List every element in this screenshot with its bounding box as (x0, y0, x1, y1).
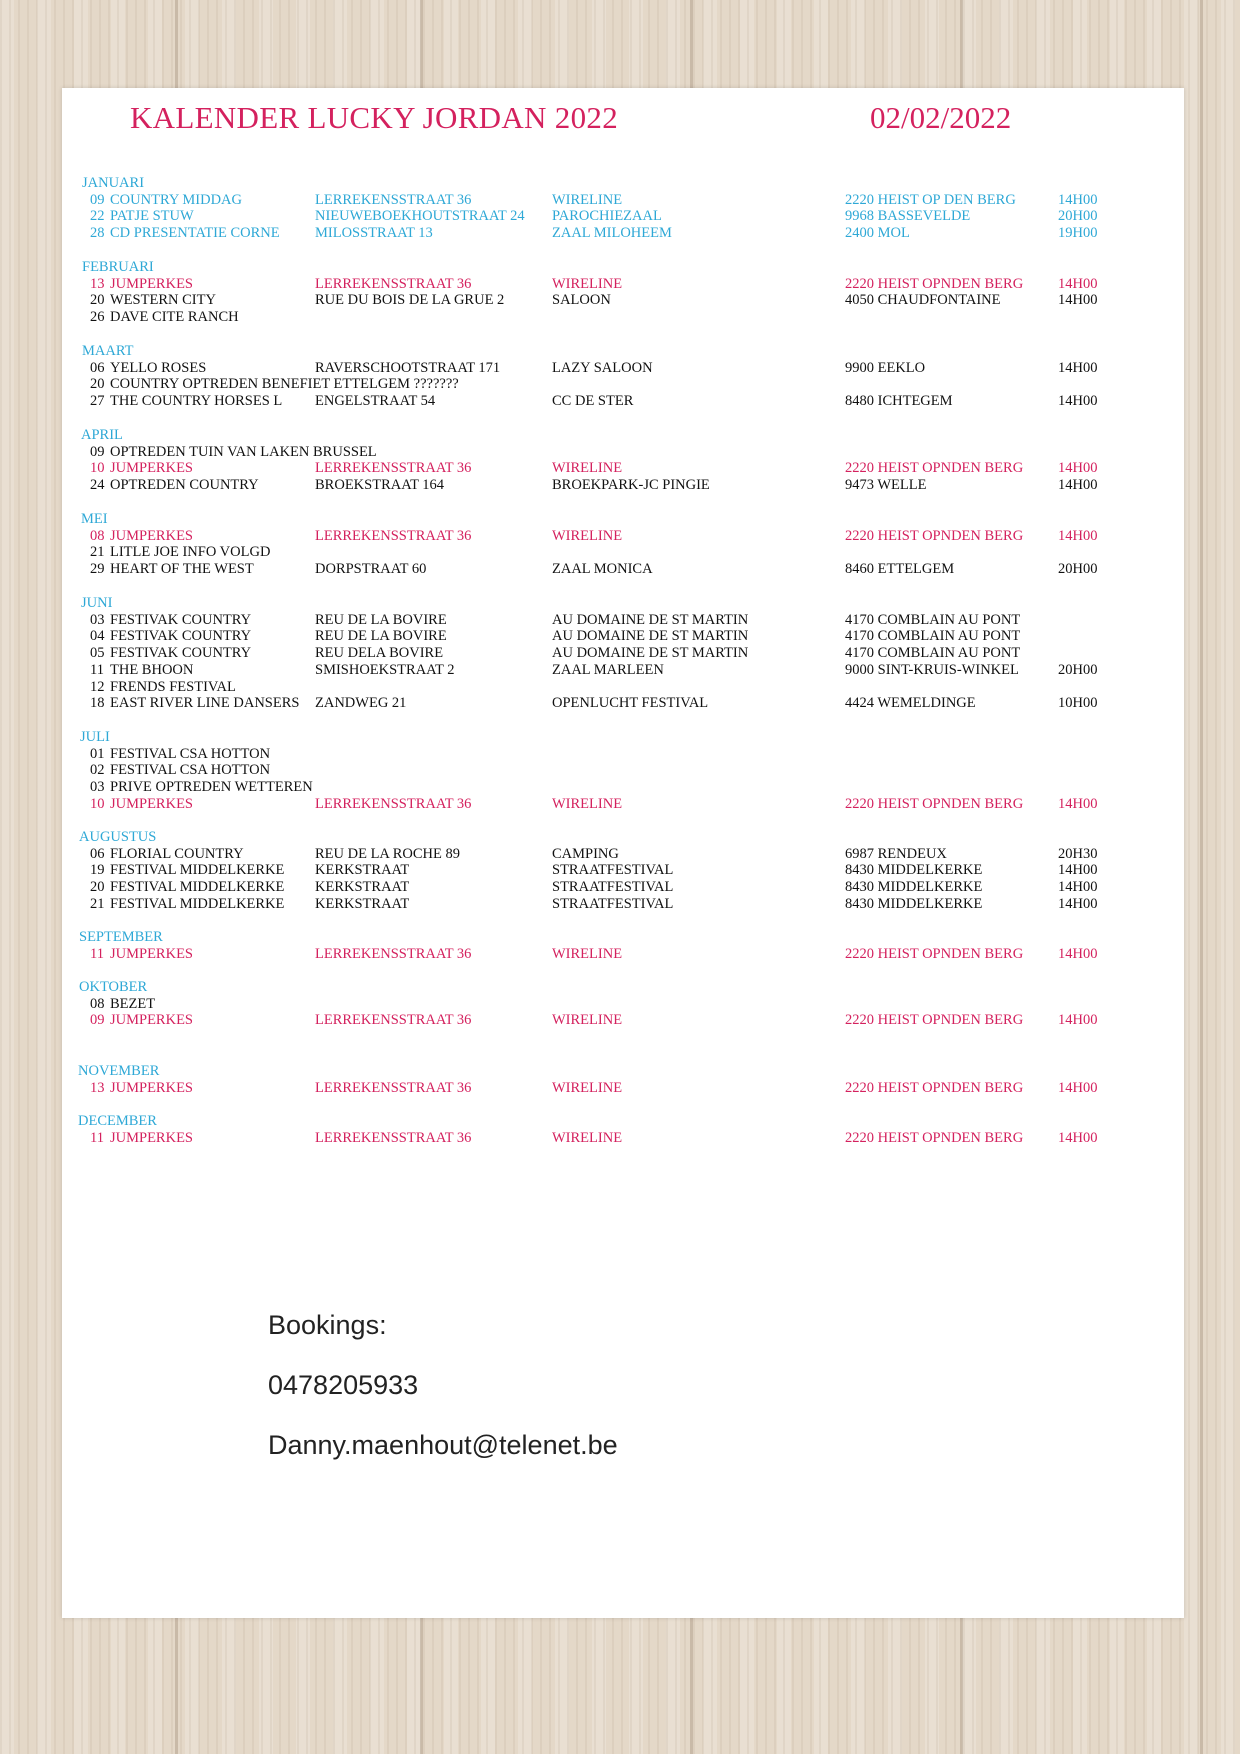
event-act: WESTERN CITY (110, 292, 216, 309)
event-venue: OPENLUCHT FESTIVAL (552, 695, 709, 712)
event-city: 6987 RENDEUX (845, 845, 947, 862)
event-row (0, 561, 1240, 578)
event-address: REU DELA BOVIRE (315, 645, 444, 662)
event-day: 03 (90, 611, 105, 628)
event-venue: WIRELINE (552, 191, 623, 208)
event-city: 2220 HEIST OPNDEN BERG (845, 1079, 1024, 1096)
event-venue: PAROCHIEZAAL (552, 208, 662, 225)
event-row (0, 846, 1240, 863)
month-heading: JULI (80, 729, 110, 745)
event-time: 20H00 (1058, 661, 1098, 678)
event-address: RUE DU BOIS DE LA GRUE 2 (315, 292, 505, 309)
event-act: FESTIVAL MIDDELKERKE (110, 862, 285, 879)
event-act: JUMPERKES (110, 527, 193, 544)
month-heading: MEI (81, 511, 108, 527)
event-city: 4170 COMBLAIN AU PONT (845, 611, 1021, 628)
event-city: 2220 HEIST OPNDEN BERG (845, 275, 1024, 292)
event-row (0, 746, 1240, 763)
event-time: 20H30 (1058, 845, 1098, 862)
event-address: LERREKENSSTRAAT 36 (315, 275, 472, 292)
event-day: 03 (90, 779, 105, 796)
event-day: 21 (90, 895, 105, 912)
event-time: 19H00 (1058, 225, 1098, 242)
month-heading: NOVEMBER (78, 1063, 160, 1079)
event-act: LITLE JOE INFO VOLGD (110, 544, 271, 561)
event-row (0, 946, 1240, 963)
event-venue: WIRELINE (552, 275, 623, 292)
month-heading: DECEMBER (78, 1113, 157, 1129)
event-act: FLORIAL COUNTRY (110, 845, 244, 862)
calendar-date: 02/02/2022 (870, 100, 1012, 135)
event-time: 14H00 (1058, 292, 1098, 309)
event-city: 9900 EEKLO (845, 359, 926, 376)
event-day: 28 (90, 225, 105, 242)
event-venue: WIRELINE (552, 460, 623, 477)
event-city: 2220 HEIST OPNDEN BERG (845, 945, 1024, 962)
event-venue: ZAAL MARLEEN (552, 661, 664, 678)
event-day: 20 (90, 879, 105, 896)
event-address: LERREKENSSTRAAT 36 (315, 945, 472, 962)
event-day: 13 (90, 1079, 105, 1096)
event-act: FESTIVAL CSA HOTTON (110, 745, 271, 762)
event-city: 4424 WEMELDINGE (845, 695, 976, 712)
event-act: FRENDS FESTIVAL (110, 678, 236, 695)
event-act: OPTREDEN TUIN VAN LAKEN BRUSSEL (110, 443, 377, 460)
event-day: 09 (90, 191, 105, 208)
event-venue: WIRELINE (552, 795, 623, 812)
event-time: 14H00 (1058, 393, 1098, 410)
event-venue: WIRELINE (552, 1012, 623, 1029)
event-city: 8460 ETTELGEM (845, 561, 955, 578)
event-day: 02 (90, 762, 105, 779)
event-venue: ZAAL MILOHEEM (552, 225, 672, 242)
event-act: JUMPERKES (110, 1079, 193, 1096)
event-address: ENGELSTRAAT 54 (315, 393, 436, 410)
event-time: 14H00 (1058, 1129, 1098, 1146)
event-act: HEART OF THE WEST (110, 561, 254, 578)
event-address: LERREKENSSTRAAT 36 (315, 1012, 472, 1029)
event-time: 14H00 (1058, 1012, 1098, 1029)
month-heading: JUNI (81, 595, 113, 611)
event-row (0, 679, 1240, 696)
event-day: 08 (90, 995, 105, 1012)
event-act: FESTIVAL MIDDELKERKE (110, 879, 285, 896)
event-day: 24 (90, 477, 105, 494)
event-act: JUMPERKES (110, 795, 193, 812)
event-row (0, 796, 1240, 813)
event-act: PRIVE OPTREDEN WETTEREN (110, 779, 313, 796)
event-city: 2220 HEIST OPNDEN BERG (845, 527, 1024, 544)
event-time: 14H00 (1058, 359, 1098, 376)
booking-email[interactable]: Danny.maenhout@telenet.be (268, 1430, 618, 1460)
event-day: 09 (90, 1012, 105, 1029)
event-row (0, 862, 1240, 879)
event-row (0, 292, 1240, 309)
event-day: 08 (90, 527, 105, 544)
event-time: 10H00 (1058, 695, 1098, 712)
event-row (0, 528, 1240, 545)
event-act: FESTIVAK COUNTRY (110, 611, 252, 628)
event-row (0, 376, 1240, 393)
event-row (0, 460, 1240, 477)
event-row (0, 896, 1240, 913)
event-address: REU DE LA BOVIRE (315, 628, 447, 645)
event-act: PATJE STUW (110, 208, 194, 225)
event-day: 21 (90, 544, 105, 561)
event-row (0, 309, 1240, 326)
event-address: KERKSTRAAT (315, 879, 410, 896)
event-row (0, 662, 1240, 679)
month-heading: OKTOBER (79, 979, 148, 995)
event-row (0, 1130, 1240, 1147)
event-city: 4170 COMBLAIN AU PONT (845, 628, 1021, 645)
event-day: 18 (90, 695, 105, 712)
event-time: 14H00 (1058, 879, 1098, 896)
event-row (0, 360, 1240, 377)
event-act: FESTIVAL CSA HOTTON (110, 762, 271, 779)
event-act: COUNTRY OPTREDEN BENEFIET ETTELGEM ??????? (110, 376, 459, 393)
event-city: 9000 SINT-KRUIS-WINKEL (845, 661, 1019, 678)
event-day: 06 (90, 359, 105, 376)
event-day: 05 (90, 645, 105, 662)
event-day: 12 (90, 678, 105, 695)
event-time: 20H00 (1058, 208, 1098, 225)
event-venue: WIRELINE (552, 527, 623, 544)
event-venue: STRAATFESTIVAL (552, 879, 674, 896)
event-act: COUNTRY MIDDAG (110, 191, 242, 208)
event-time: 14H00 (1058, 191, 1098, 208)
event-city: 9968 BASSEVELDE (845, 208, 971, 225)
event-row (0, 612, 1240, 629)
event-act: THE COUNTRY HORSES L (110, 393, 283, 410)
event-row (0, 762, 1240, 779)
event-act: YELLO ROSES (110, 359, 207, 376)
month-heading: JANUARI (82, 175, 145, 191)
event-address: LERREKENSSTRAAT 36 (315, 795, 472, 812)
event-day: 11 (90, 661, 104, 678)
event-address: SMISHOEKSTRAAT 2 (315, 661, 455, 678)
event-act: FESTIVAK COUNTRY (110, 645, 252, 662)
bookings-label: Bookings: (268, 1310, 387, 1340)
event-day: 22 (90, 208, 105, 225)
event-act: FESTIVAL MIDDELKERKE (110, 895, 285, 912)
event-address: LERREKENSSTRAAT 36 (315, 527, 472, 544)
event-venue: AU DOMAINE DE ST MARTIN (552, 628, 749, 645)
event-address: LERREKENSSTRAAT 36 (315, 1129, 472, 1146)
calendar-title: KALENDER LUCKY JORDAN 2022 (130, 100, 618, 135)
event-day: 11 (90, 945, 104, 962)
event-city: 4050 CHAUDFONTAINE (845, 292, 1001, 309)
event-row (0, 695, 1240, 712)
event-address: BROEKSTRAAT 164 (315, 477, 445, 494)
event-city: 2220 HEIST OPNDEN BERG (845, 1129, 1024, 1146)
event-row (0, 276, 1240, 293)
event-day: 01 (90, 745, 105, 762)
month-heading: AUGUSTUS (79, 829, 157, 845)
event-row (0, 996, 1240, 1013)
event-day: 19 (90, 862, 105, 879)
event-city: 8430 MIDDELKERKE (845, 879, 983, 896)
event-day: 27 (90, 393, 105, 410)
event-address: KERKSTRAAT (315, 862, 410, 879)
event-venue: WIRELINE (552, 1079, 623, 1096)
event-row (0, 544, 1240, 561)
event-venue: WIRELINE (552, 945, 623, 962)
event-day: 20 (90, 376, 105, 393)
event-act: EAST RIVER LINE DANSERS (110, 695, 300, 712)
event-act: OPTREDEN COUNTRY (110, 477, 259, 494)
event-time: 14H00 (1058, 795, 1098, 812)
event-time: 14H00 (1058, 1079, 1098, 1096)
event-address: ZANDWEG 21 (315, 695, 407, 712)
event-time: 14H00 (1058, 460, 1098, 477)
event-day: 13 (90, 275, 105, 292)
event-row (0, 1080, 1240, 1097)
month-heading: APRIL (81, 427, 123, 443)
event-address: RAVERSCHOOTSTRAAT 171 (315, 359, 501, 376)
event-row (0, 879, 1240, 896)
event-venue: LAZY SALOON (552, 359, 653, 376)
event-day: 11 (90, 1129, 104, 1146)
event-time: 14H00 (1058, 527, 1098, 544)
event-city: 8430 MIDDELKERKE (845, 862, 983, 879)
event-address: REU DE LA BOVIRE (315, 611, 447, 628)
event-day: 09 (90, 443, 105, 460)
event-address: MILOSSTRAAT 13 (315, 225, 433, 242)
event-venue: AU DOMAINE DE ST MARTIN (552, 611, 749, 628)
event-venue: AU DOMAINE DE ST MARTIN (552, 645, 749, 662)
event-row (0, 444, 1240, 461)
event-act: JUMPERKES (110, 275, 193, 292)
event-venue: CAMPING (552, 845, 619, 862)
event-time: 14H00 (1058, 275, 1098, 292)
event-row (0, 393, 1240, 410)
event-time: 14H00 (1058, 862, 1098, 879)
event-act: JUMPERKES (110, 1012, 193, 1029)
event-row (0, 192, 1240, 209)
event-row (0, 477, 1240, 494)
event-act: FESTIVAK COUNTRY (110, 628, 252, 645)
event-time: 20H00 (1058, 561, 1098, 578)
month-heading: MAART (82, 343, 134, 359)
event-address: KERKSTRAAT (315, 895, 410, 912)
event-time: 14H00 (1058, 477, 1098, 494)
event-venue: SALOON (552, 292, 611, 309)
event-city: 8430 MIDDELKERKE (845, 895, 983, 912)
event-address: NIEUWEBOEKHOUTSTRAAT 24 (315, 208, 525, 225)
event-address: LERREKENSSTRAAT 36 (315, 1079, 472, 1096)
event-act: JUMPERKES (110, 460, 193, 477)
month-heading: SEPTEMBER (79, 929, 163, 945)
event-day: 04 (90, 628, 105, 645)
event-venue: BROEKPARK-JC PINGIE (552, 477, 710, 494)
event-act: BEZET (110, 995, 156, 1012)
event-city: 9473 WELLE (845, 477, 927, 494)
event-city: 2220 HEIST OPNDEN BERG (845, 1012, 1024, 1029)
event-time: 14H00 (1058, 945, 1098, 962)
booking-phone[interactable]: 0478205933 (268, 1370, 419, 1400)
event-address: LERREKENSSTRAAT 36 (315, 460, 472, 477)
event-city: 4170 COMBLAIN AU PONT (845, 645, 1021, 662)
event-row (0, 1012, 1240, 1029)
event-city: 2400 MOL (845, 225, 910, 242)
event-act: JUMPERKES (110, 1129, 193, 1146)
event-act: THE BHOON (110, 661, 194, 678)
event-day: 10 (90, 460, 105, 477)
event-city: 2220 HEIST OPNDEN BERG (845, 795, 1024, 812)
event-day: 10 (90, 795, 105, 812)
event-act: CD PRESENTATIE CORNE (110, 225, 280, 242)
event-address: DORPSTRAAT 60 (315, 561, 427, 578)
event-address: LERREKENSSTRAAT 36 (315, 191, 472, 208)
event-venue: STRAATFESTIVAL (552, 862, 674, 879)
event-day: 20 (90, 292, 105, 309)
event-address: REU DE LA ROCHE 89 (315, 845, 460, 862)
month-heading: FEBRUARI (82, 259, 154, 275)
event-act: JUMPERKES (110, 945, 193, 962)
event-row (0, 225, 1240, 242)
event-venue: CC DE STER (552, 393, 634, 410)
event-city: 2220 HEIST OP DEN BERG (845, 191, 1016, 208)
event-venue: ZAAL MONICA (552, 561, 653, 578)
event-row (0, 628, 1240, 645)
event-row (0, 208, 1240, 225)
event-city: 2220 HEIST OPNDEN BERG (845, 460, 1024, 477)
event-row (0, 645, 1240, 662)
event-act: DAVE CITE RANCH (110, 309, 239, 326)
event-venue: STRAATFESTIVAL (552, 895, 674, 912)
event-day: 26 (90, 309, 105, 326)
event-day: 29 (90, 561, 105, 578)
event-row (0, 779, 1240, 796)
event-venue: WIRELINE (552, 1129, 623, 1146)
event-time: 14H00 (1058, 895, 1098, 912)
event-city: 8480 ICHTEGEM (845, 393, 953, 410)
event-day: 06 (90, 845, 105, 862)
